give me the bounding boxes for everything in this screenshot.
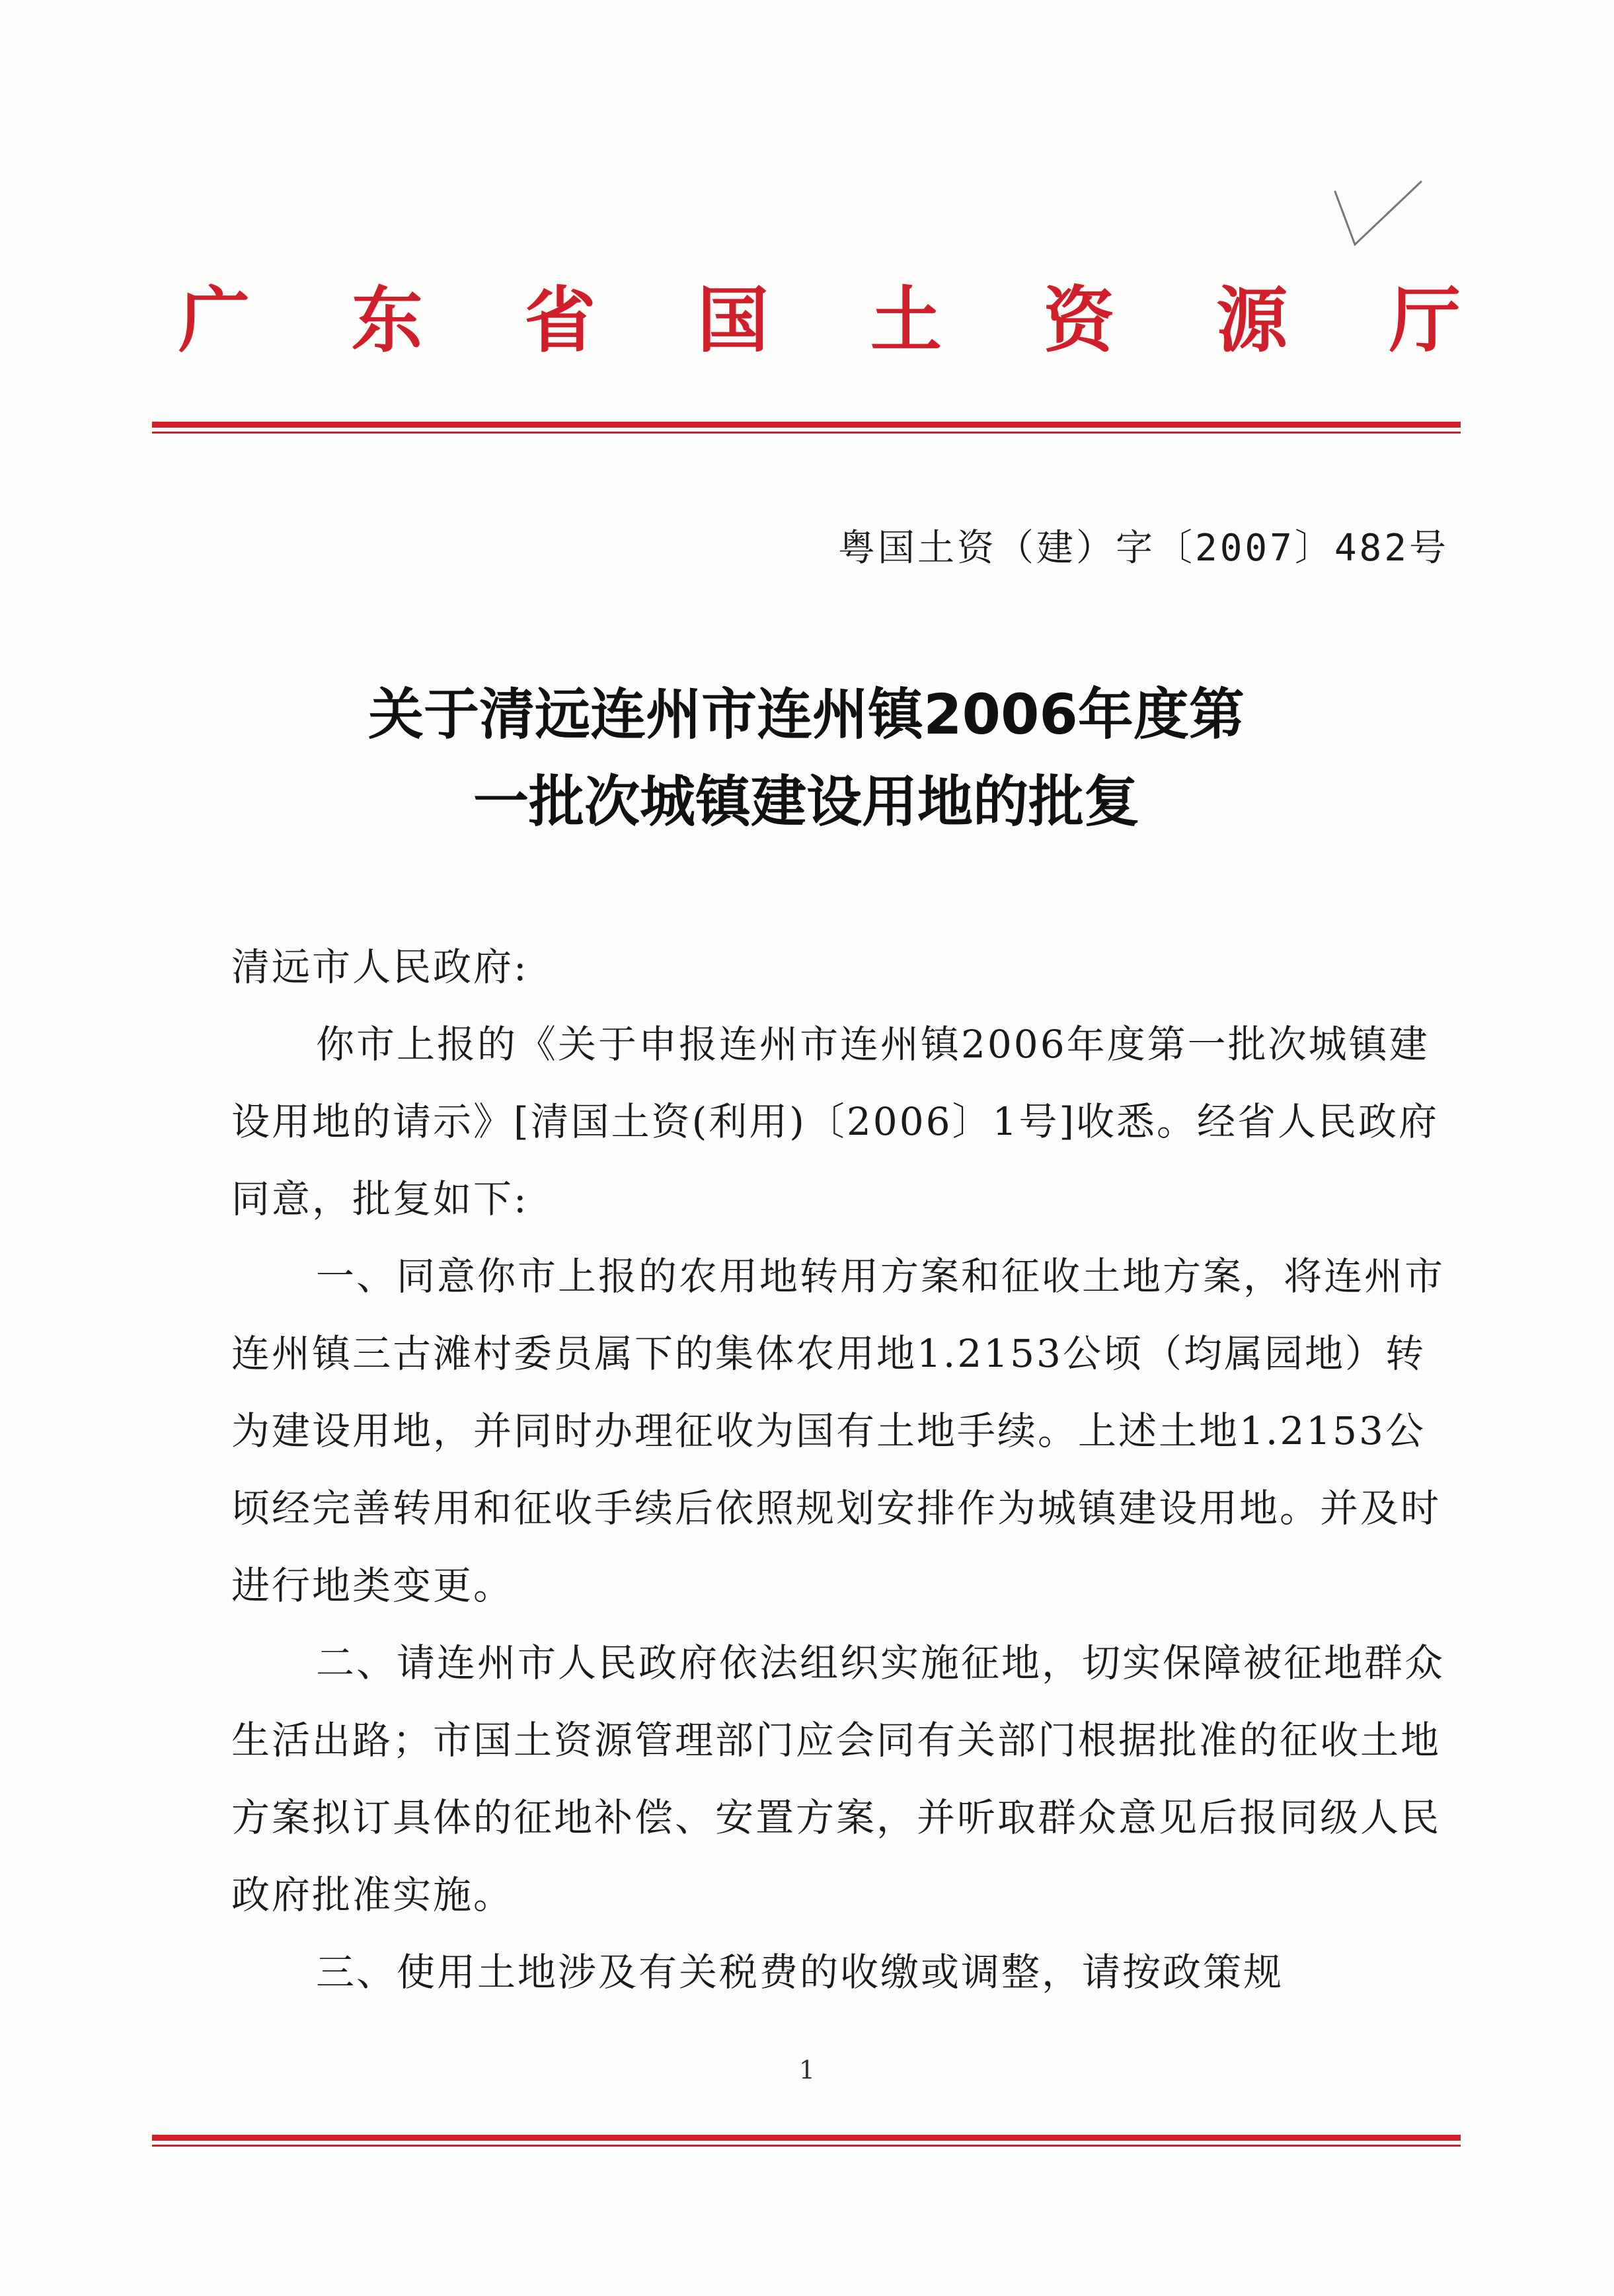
title-line: 一批次城镇建设用地的批复 [473, 769, 1139, 834]
agency-char: 省 [524, 279, 596, 362]
addressee: 清远市人民政府: [231, 944, 529, 989]
check-mark-annotation [1328, 178, 1428, 258]
body-paragraph: 三、使用土地涉及有关税费的收缴或调整，请按政策规 [316, 1950, 1284, 1995]
agency-char: 东 [351, 279, 423, 362]
agency-char: 资 [1043, 279, 1115, 362]
agency-char: 国 [697, 279, 769, 362]
footer-red-rule [152, 2135, 1461, 2147]
agency-header [178, 264, 1461, 377]
page-number: 1 [798, 2055, 816, 2085]
header-red-rule [152, 422, 1461, 434]
title-line: 关于清远连州市连州镇2006年度第 [368, 682, 1245, 747]
agency-char: 土 [870, 279, 942, 362]
document-title [152, 671, 1461, 845]
body-paragraph: 一、同意你市上报的农用地转用方案和征收土地方案，将连州市连州镇三古滩村委员属下的集体农用地1.2153公顷（均属园地）转为建设用地，并同时办理征收为国有土地手续。上述土地1.2153公顷经完善转用和征收手续后依照规划安排作为城镇建设用地。并及时进行地类变更。 [231, 1254, 1445, 1608]
body-paragraph: 二、请连州市人民政府依法组织实施征地，切实保障被征地群众生活出路；市国土资源管理部门应会同有关部门根据批准的征收土地方案拟订具体的征地补偿、安置方案，并听取群众意见后报同级人民政府批准实施。 [231, 1640, 1445, 1917]
agency-char: 源 [1216, 279, 1288, 362]
document-number: 粤国土资（建）字〔2007〕482号 [837, 527, 1449, 570]
agency-char: 广 [178, 279, 250, 362]
body-paragraph: 你市上报的《关于申报连州市连州镇2006年度第一批次城镇建设用地的请示》[清国土资(利用)〔2006〕1号]收悉。经省人民政府同意，批复如下: [231, 1022, 1440, 1221]
agency-char: 厅 [1389, 279, 1461, 362]
document-body [231, 929, 1447, 2011]
